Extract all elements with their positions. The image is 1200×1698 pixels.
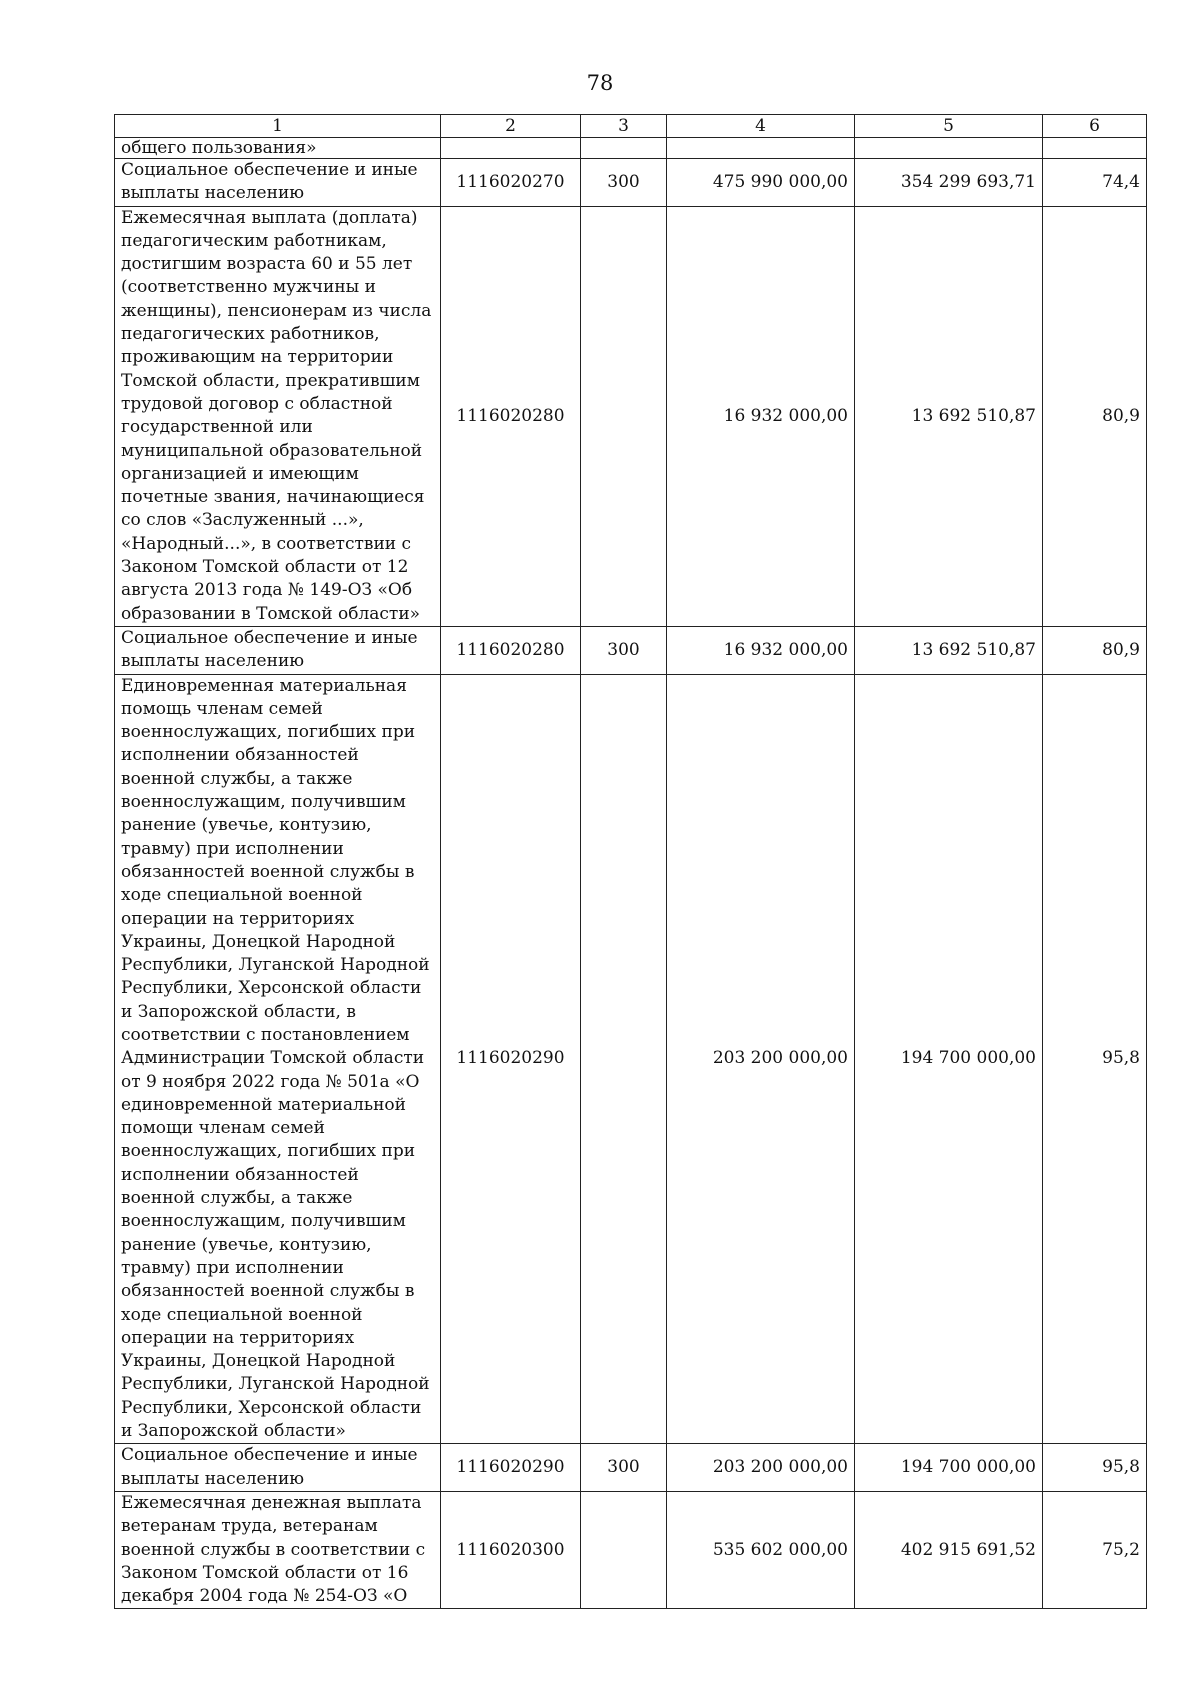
row-name: Единовременная материальная помощь членам семей военнослужащих, погибших при исполнении обязанностей военной службы, а также военнослужащим, получившим ранение (увечье, контузию, травму) при исполнении обязанностей военной службы в ходе специальной военной операции на территориях Украины, Донецкой Народной Республики, Луганской Народной Республики, Херсонской области и Запорожской области, в соответствии с постановлением Администрации Томской области от 9 ноября 2022 года № 501а «О единовременной материальной помощи членам семей военнослужащих, погибших при исполнении обязанностей военной службы, а также военнослужащим, получившим ранение (увечье, контузию, травму) при исполнении обязанностей военной службы в ходе специальной военной операции на территориях Украины, Донецкой Народной Республики, Луганской Народной Республики, Херсонской области и Запорожской области»	[115, 674, 441, 1444]
budget-execution-table	[114, 114, 1147, 1609]
row-code: 1116020270	[441, 159, 581, 207]
row-actual: 354 299 693,71	[855, 159, 1043, 207]
row-code: 1116020290	[441, 1444, 581, 1492]
row-plan	[667, 138, 855, 159]
row-code	[441, 138, 581, 159]
row-expense-type: 300	[581, 626, 667, 674]
row-expense-type	[581, 674, 667, 1444]
column-header: 4	[667, 115, 855, 138]
row-actual	[855, 138, 1043, 159]
table-row	[115, 626, 1147, 674]
row-code: 1116020290	[441, 674, 581, 1444]
table-row	[115, 674, 1147, 1444]
row-expense-type	[581, 138, 667, 159]
row-plan: 203 200 000,00	[667, 674, 855, 1444]
row-plan: 16 932 000,00	[667, 626, 855, 674]
row-code: 1116020300	[441, 1491, 581, 1608]
column-header: 6	[1043, 115, 1147, 138]
row-percent: 75,2	[1043, 1491, 1147, 1608]
row-plan: 203 200 000,00	[667, 1444, 855, 1492]
row-code: 1116020280	[441, 206, 581, 626]
row-actual: 402 915 691,52	[855, 1491, 1043, 1608]
row-actual: 194 700 000,00	[855, 1444, 1043, 1492]
table-row	[115, 1491, 1147, 1608]
column-header: 3	[581, 115, 667, 138]
row-plan: 16 932 000,00	[667, 206, 855, 626]
column-header: 5	[855, 115, 1043, 138]
row-code: 1116020280	[441, 626, 581, 674]
row-expense-type: 300	[581, 159, 667, 207]
table-row	[115, 206, 1147, 626]
row-expense-type: 300	[581, 1444, 667, 1492]
row-percent: 74,4	[1043, 159, 1147, 207]
row-percent	[1043, 138, 1147, 159]
row-percent: 80,9	[1043, 626, 1147, 674]
column-number-row	[115, 115, 1147, 138]
page-number: 78	[586, 71, 614, 95]
row-expense-type	[581, 1491, 667, 1608]
row-name: Ежемесячная денежная выплата ветеранам труда, ветеранам военной службы в соответствии с Законом Томской области от 16 декабря 2004 года № 254-ОЗ «О	[115, 1491, 441, 1608]
row-actual: 194 700 000,00	[855, 674, 1043, 1444]
column-header: 2	[441, 115, 581, 138]
row-name: общего пользования»	[115, 138, 441, 159]
row-percent: 95,8	[1043, 1444, 1147, 1492]
row-name: Ежемесячная выплата (доплата) педагогическим работникам, достигшим возраста 60 и 55 лет (соответственно мужчины и женщины), пенсионерам из числа педагогических работников, проживающим на территории Томской области, прекратившим трудовой договор с областной государственной или муниципальной образовательной организацией и имеющим почетные звания, начинающиеся со слов «Заслуженный ...», «Народный...», в соответствии с Законом Томской области от 12 августа 2013 года № 149-ОЗ «Об образовании в Томской области»	[115, 206, 441, 626]
row-expense-type	[581, 206, 667, 626]
row-name: Социальное обеспечение и иные выплаты населению	[115, 626, 441, 674]
row-name: Социальное обеспечение и иные выплаты населению	[115, 159, 441, 207]
table-row	[115, 1444, 1147, 1492]
row-percent: 80,9	[1043, 206, 1147, 626]
column-header: 1	[115, 115, 441, 138]
row-plan: 535 602 000,00	[667, 1491, 855, 1608]
row-name: Социальное обеспечение и иные выплаты населению	[115, 1444, 441, 1492]
row-plan: 475 990 000,00	[667, 159, 855, 207]
row-actual: 13 692 510,87	[855, 626, 1043, 674]
table-row	[115, 138, 1147, 159]
table-row	[115, 159, 1147, 207]
row-actual: 13 692 510,87	[855, 206, 1043, 626]
row-percent: 95,8	[1043, 674, 1147, 1444]
